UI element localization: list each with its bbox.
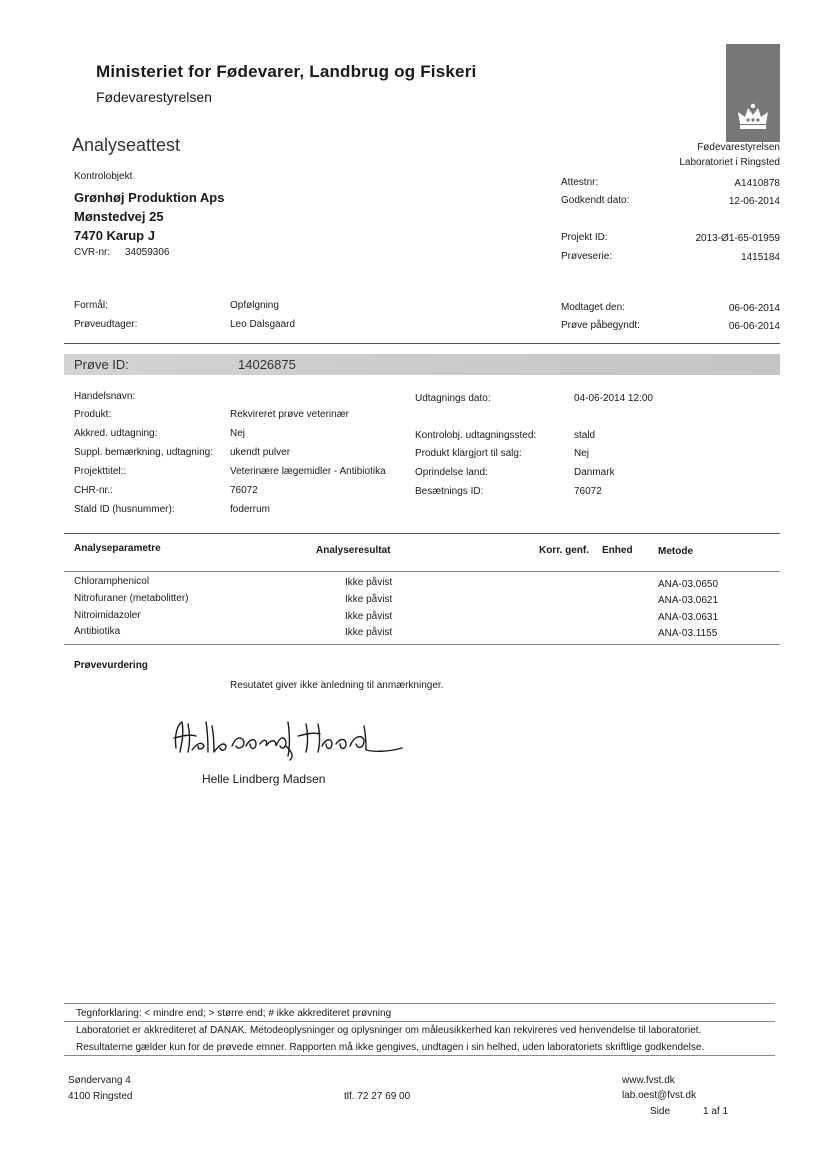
accreditation-note: Laboratoriet er akkrediteret af DANAK. Metodeoplysninger og oplysninger om måleusikkerhed kan rekvireres ved henvendelse til laboratoriet. — [76, 1025, 702, 1036]
validity-note: Resultaterne gælder kun for de prøvede emner. Rapporten må ikke gengives, undtagen i sin helhed, uden laboratoriets skriftlige godkendelse. — [76, 1042, 705, 1053]
footer-rule-top — [64, 1003, 775, 1004]
ministry-title: Ministeriet for Fødevarer, Landbrug og Fiskeri — [96, 62, 477, 81]
cvr-value: 34059306 — [125, 247, 170, 258]
attest-value: A1410878 — [734, 178, 780, 189]
sample-field-value: 76072 — [574, 486, 602, 497]
footer-rule-mid — [64, 1021, 775, 1022]
sample-field-value: 04-06-2014 12:00 — [574, 393, 653, 404]
signer-name: Helle Lindberg Madsen — [202, 772, 326, 786]
footer-rule-bottom — [64, 1055, 775, 1056]
page-label: Side — [650, 1106, 671, 1117]
col-header-result: Analyseresultat — [316, 545, 391, 556]
table-header-rule — [64, 571, 780, 572]
sample-field-label: Suppl. bemærkning, udtagning: — [74, 447, 213, 458]
footer-website[interactable]: www.fvst.dk — [622, 1075, 675, 1086]
document-title: Analyseattest — [72, 135, 181, 155]
project-label: Projekt ID: — [561, 232, 608, 243]
purpose-label: Formål: — [74, 300, 108, 311]
table-cell-result: Ikke påvist — [345, 577, 393, 588]
started-label: Prøve påbegyndt: — [561, 320, 640, 331]
legend-text: Tegnforklaring: < mindre end; > større end; # ikke akkrediteret prøvning — [76, 1008, 392, 1019]
lab-location: Laboratoriet i Ringsted — [679, 157, 780, 168]
table-cell-result: Ikke påvist — [345, 594, 393, 605]
col-header-method: Metode — [658, 546, 693, 557]
approved-label: Godkendt dato: — [561, 195, 630, 206]
control-object-label: Kontrolobjekt — [74, 171, 133, 182]
sample-field-value: ukendt pulver — [230, 447, 291, 458]
sample-field-label: CHR-nr.: — [74, 485, 113, 496]
table-cell-method: ANA-03.1155 — [658, 628, 718, 639]
probe-id-label: Prøve ID: — [74, 357, 129, 372]
table-cell-result: Ikke påvist — [345, 611, 393, 622]
series-value: 1415184 — [741, 252, 780, 263]
agency-subtitle: Fødevarestyrelsen — [96, 89, 212, 105]
probe-id-band — [64, 354, 780, 375]
sample-field-value: foderrum — [230, 504, 271, 515]
probe-id-value: 14026875 — [238, 357, 296, 372]
divider — [64, 343, 780, 344]
page-number: 1 af 1 — [703, 1106, 729, 1117]
lab-name: Fødevarestyrelsen — [697, 142, 780, 153]
table-cell-method: ANA-03.0650 — [658, 579, 719, 590]
footer-email[interactable]: lab.oest@fvst.dk — [622, 1090, 697, 1101]
company-street: Mønstedvej 25 — [74, 209, 164, 224]
sampler-label: Prøveudtager: — [74, 319, 138, 330]
sample-field-label: Akkred. udtagning: — [74, 428, 158, 439]
received-value: 06-06-2014 — [728, 303, 780, 314]
sampler-value: Leo Dalsgaard — [230, 319, 296, 330]
attest-label: Attestnr: — [561, 177, 599, 188]
sample-field-label: Produkt klargjort til salg: — [415, 448, 522, 459]
sample-field-value: Nej — [574, 448, 590, 459]
sample-field-label: Stald ID (husnummer): — [74, 504, 175, 515]
started-value: 06-06-2014 — [728, 321, 780, 332]
crown-icon — [736, 102, 770, 132]
assessment-text: Resutatet giver ikke anledning til anmærkninger. — [230, 680, 444, 691]
company-name: Grønhøj Produktion Aps — [74, 190, 225, 205]
col-header-unit: Enhed — [602, 545, 633, 556]
received-label: Modtaget den: — [561, 302, 625, 313]
project-value: 2013-Ø1-65-01959 — [695, 233, 780, 244]
series-label: Prøveserie: — [561, 251, 613, 262]
table-top-rule — [64, 533, 780, 534]
company-city: 7470 Karup J — [74, 228, 155, 243]
table-cell-result: Ikke påvist — [345, 627, 393, 638]
approved-value: 12-06-2014 — [728, 196, 780, 207]
sample-field-value: Veterinære lægemidler - Antibiotika — [230, 466, 386, 477]
table-cell-method: ANA-03.0621 — [658, 595, 719, 606]
sample-field-value: Rekvireret prøve veterinær — [230, 409, 349, 420]
footer-address-line1: Søndervang 4 — [68, 1075, 131, 1086]
table-cell-method: ANA-03.0631 — [658, 612, 719, 623]
col-header-corr: Korr. genf. — [539, 545, 590, 556]
table-cell-param: Nitrofuraner (metabolitter) — [74, 593, 189, 604]
purpose-value: Opfølgning — [230, 300, 279, 311]
sample-field-label: Kontrolobj. udtagningssted: — [415, 430, 537, 441]
sample-field-value: stald — [574, 430, 596, 441]
footer-address-line2: 4100 Ringsted — [68, 1091, 133, 1102]
sample-field-label: Handelsnavn: — [74, 391, 136, 402]
table-cell-param: Antibiotika — [74, 626, 121, 637]
handwritten-signature — [168, 712, 408, 764]
sample-field-value: 76072 — [230, 485, 258, 496]
assessment-heading: Prøvevurdering — [74, 660, 148, 671]
table-cell-param: Nitroimidazoler — [74, 610, 141, 621]
col-header-param: Analyseparametre — [74, 543, 161, 554]
sample-field-value: Nej — [230, 428, 246, 439]
table-cell-param: Chloramphenicol — [74, 576, 150, 587]
cvr-label: CVR-nr: — [74, 247, 111, 258]
footer-phone: tlf. 72 27 69 00 — [344, 1091, 411, 1102]
table-bottom-rule — [64, 644, 780, 645]
sample-field-label: Besætnings ID: — [415, 486, 484, 497]
sample-field-value: Danmark — [574, 467, 615, 478]
sample-field-label: Udtagnings dato: — [415, 393, 491, 404]
sample-field-label: Projekttitel:: — [74, 466, 127, 477]
ministry-logo — [726, 44, 780, 142]
sample-field-label: Oprindelse land: — [415, 467, 488, 478]
sample-field-label: Produkt: — [74, 409, 112, 420]
